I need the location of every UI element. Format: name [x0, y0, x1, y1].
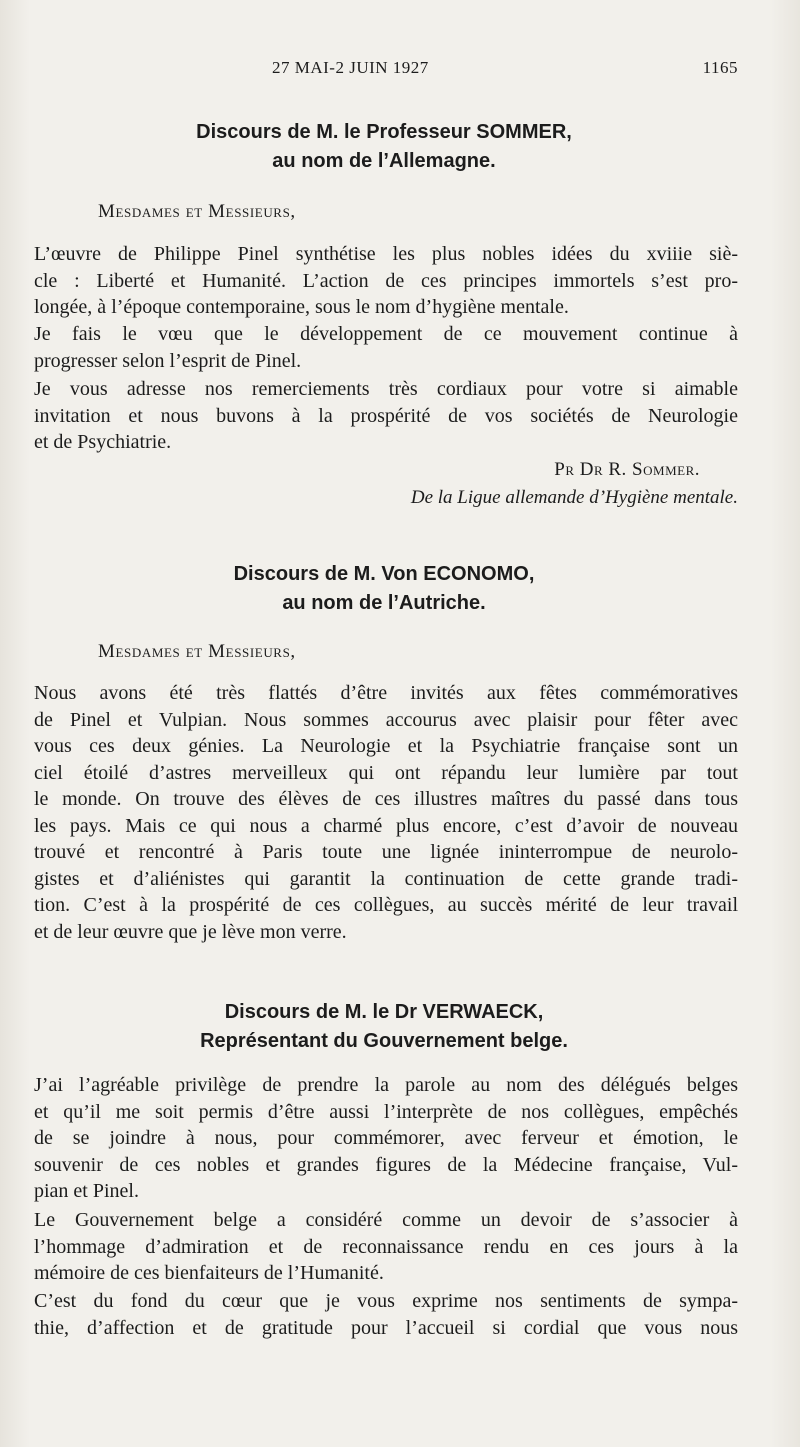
paragraph: Nous avons été très flattés d’être invités aux fêtes commémoratives de Pinel et Vulpian. Nous sommes accourus avec plaisir pour fêter avec vous ces deux génies. La Neurologie et la Psychiatrie française sont un ciel étoilé d’astres merveilleux qui ont répandu leur lumière par tout le monde. On trouve des élèves de ces illustres maîtres du passé dans tous les pays. Mais ce qui nous a charmé plus encore, c’est d’avoir de nouveau trouvé et rencontré à Paris toute une lignée ininterrompue de neurolo- gistes et d’aliénistes qui garantit la continuation de cette grande tradi- tion. C’est à la prospérité de ces collègues, au succès mérité de leur travail et de leur œuvre que je lève mon verre.: [34, 682, 738, 943]
header-date: 27 MAI-2 JUIN 1927: [272, 58, 429, 77]
signature-affiliation: De la Ligue allemande d’Hygiène mentale.: [410, 487, 738, 508]
section-heading-economo: Discours de M. Von ECONOMO, au nom de l’Autriche.: [233, 563, 535, 614]
paragraph: J’ai l’agréable privilège de prendre la parole au nom des délégués belges et qu’il me soit permis d’être aussi l’interprète de nos collègues, empêchés de se joindre à nous, pour commémorer, avec ferveur et émotion, le souvenir de ces nobles et grandes figures de la Médecine française, Vul- pian et Pinel.: [34, 1074, 738, 1202]
paragraph: C’est du fond du cœur que je vous exprime nos sentiments de sympa- thie, d’affection et de gratitude pour l’accueil si cordial que vous nous: [34, 1290, 738, 1339]
paragraph: Le Gouvernement belge a considéré comme un devoir de s’associer à l’hommage d’admiration et de reconnaissance rendu en ces jours à la mémoire de ces bienfaiteurs de l’Humanité.: [34, 1209, 738, 1284]
section-heading-sommer: Discours de M. le Professeur SOMMER, au nom de l’Allemagne.: [196, 121, 572, 172]
paragraph: L’œuvre de Philippe Pinel synthétise les plus nobles idées du xviiie siè- cle : Liberté et Humanité. L’action de ces principes immortels s’est pro- longée, à l’époque contemporaine, sous le nom d’hygiène mentale.: [34, 243, 738, 318]
salutation: Mesdames et Messieurs,: [98, 641, 296, 662]
paragraph: Je fais le vœu que le développement de ce mouvement continue à progresser selon l’esprit de Pinel.: [34, 323, 738, 372]
page-number: 1165: [702, 58, 738, 77]
paragraph: Je vous adresse nos remerciements très cordiaux pour votre si aimable invitation et nous buvons à la prospérité de vos sociétés de Neurologie et de Psychiatrie.: [34, 378, 738, 453]
salutation: Mesdames et Messieurs,: [98, 201, 296, 222]
signature-name: Pr Dr R. Sommer.: [554, 459, 700, 480]
section-heading-verwaeck: Discours de M. le Dr VERWAECK, Représentant du Gouvernement belge.: [200, 1001, 568, 1052]
